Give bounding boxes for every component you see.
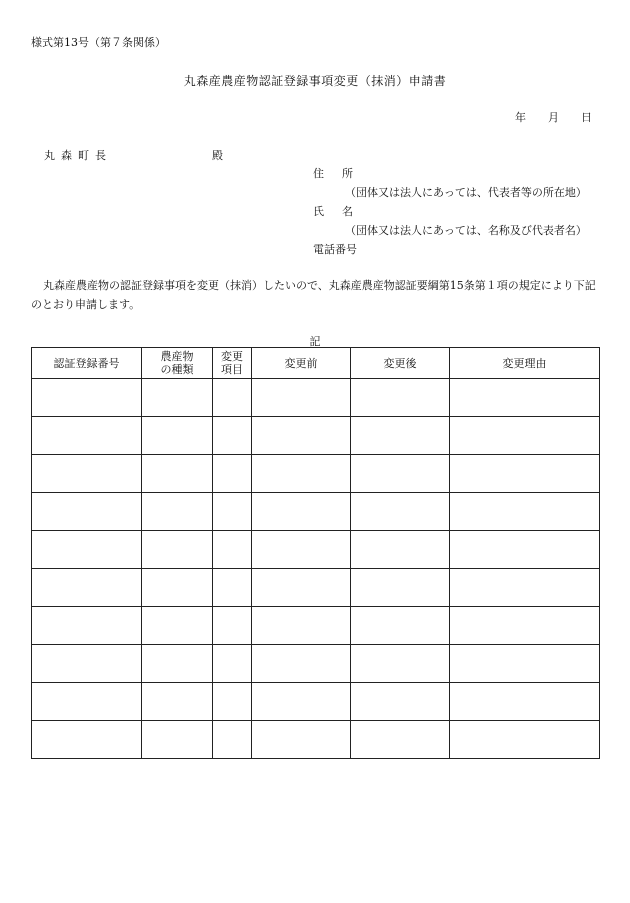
cell-before[interactable]: [252, 569, 351, 607]
cell-crop-type[interactable]: [142, 493, 213, 531]
cell-before[interactable]: [252, 379, 351, 417]
cell-crop-type[interactable]: [142, 721, 213, 759]
cell-reason[interactable]: [450, 721, 600, 759]
cell-crop-type[interactable]: [142, 417, 213, 455]
form-number: 様式第13号（第７条関係）: [31, 36, 166, 49]
header-crop-type-line2: の種類: [160, 363, 194, 376]
addressee-mayor: 丸森町長: [44, 149, 112, 162]
cell-reg-number[interactable]: [32, 569, 142, 607]
table-row: [32, 569, 600, 607]
cell-change-item[interactable]: [213, 645, 252, 683]
addressee: [44, 147, 223, 163]
cell-before[interactable]: [252, 607, 351, 645]
ki-heading: 記: [309, 335, 321, 348]
header-change-item-line2: 項目: [221, 363, 243, 376]
table-row: [32, 531, 600, 569]
cell-before[interactable]: [252, 531, 351, 569]
table-row: [32, 721, 600, 759]
date-day-label: 日: [581, 111, 592, 124]
applicant-address-note: （団体又は法人にあっては、代表者等の所在地）: [345, 186, 587, 199]
date-line: [515, 109, 592, 125]
header-crop-type-line1: 農産物: [160, 350, 194, 363]
table-row: [32, 645, 600, 683]
cell-change-item[interactable]: [213, 455, 252, 493]
applicant-name-label: 氏名: [313, 205, 371, 218]
cell-after[interactable]: [351, 417, 450, 455]
cell-reason[interactable]: [450, 683, 600, 721]
cell-before[interactable]: [252, 721, 351, 759]
addressee-honorific: 殿: [212, 149, 223, 162]
cell-before[interactable]: [252, 683, 351, 721]
cell-after[interactable]: [351, 683, 450, 721]
cell-reason[interactable]: [450, 379, 600, 417]
table-row: [32, 607, 600, 645]
header-change-item-line1: 変更: [221, 350, 243, 363]
cell-reg-number[interactable]: [32, 531, 142, 569]
change-table: [31, 347, 600, 759]
cell-before[interactable]: [252, 455, 351, 493]
cell-change-item[interactable]: [213, 531, 252, 569]
cell-crop-type[interactable]: [142, 531, 213, 569]
cell-reg-number[interactable]: [32, 683, 142, 721]
applicant-name-note: （団体又は法人にあっては、名称及び代表者名）: [345, 224, 587, 237]
cell-reg-number[interactable]: [32, 645, 142, 683]
cell-crop-type[interactable]: [142, 569, 213, 607]
header-reason: 変更理由: [450, 348, 600, 379]
table-row: [32, 455, 600, 493]
cell-reason[interactable]: [450, 455, 600, 493]
cell-reg-number[interactable]: [32, 607, 142, 645]
cell-crop-type[interactable]: [142, 683, 213, 721]
cell-change-item[interactable]: [213, 683, 252, 721]
table-row: [32, 493, 600, 531]
cell-crop-type[interactable]: [142, 455, 213, 493]
table-row: [32, 417, 600, 455]
header-reg-number: 認証登録番号: [32, 348, 142, 379]
header-before: 変更前: [252, 348, 351, 379]
table-body: [32, 379, 600, 759]
cell-reason[interactable]: [450, 493, 600, 531]
header-after: 変更後: [351, 348, 450, 379]
cell-change-item[interactable]: [213, 569, 252, 607]
cell-after[interactable]: [351, 379, 450, 417]
cell-change-item[interactable]: [213, 607, 252, 645]
cell-reg-number[interactable]: [32, 493, 142, 531]
document-title: 丸森産農産物認証登録事項変更（抹消）申請書: [183, 74, 447, 88]
cell-before[interactable]: [252, 645, 351, 683]
date-month-label: 月: [548, 111, 559, 124]
date-year-label: 年: [515, 111, 526, 124]
cell-crop-type[interactable]: [142, 607, 213, 645]
cell-after[interactable]: [351, 607, 450, 645]
cell-reg-number[interactable]: [32, 721, 142, 759]
cell-change-item[interactable]: [213, 721, 252, 759]
header-crop-type: [142, 348, 213, 379]
table-row: [32, 379, 600, 417]
applicant-address-label: 住所: [313, 167, 371, 180]
cell-crop-type[interactable]: [142, 645, 213, 683]
cell-after[interactable]: [351, 721, 450, 759]
cell-before[interactable]: [252, 417, 351, 455]
cell-change-item[interactable]: [213, 379, 252, 417]
cell-reason[interactable]: [450, 607, 600, 645]
cell-reg-number[interactable]: [32, 379, 142, 417]
cell-reg-number[interactable]: [32, 455, 142, 493]
cell-reason[interactable]: [450, 531, 600, 569]
application-statement: 丸森産農産物の認証登録事項を変更（抹消）したいので、丸森産農産物認証要綱第15条第１項の規定により下記のとおり申請します。: [31, 279, 596, 311]
cell-before[interactable]: [252, 493, 351, 531]
cell-change-item[interactable]: [213, 417, 252, 455]
table-header-row: [32, 348, 600, 379]
cell-after[interactable]: [351, 455, 450, 493]
table-row: [32, 683, 600, 721]
cell-reg-number[interactable]: [32, 417, 142, 455]
cell-after[interactable]: [351, 493, 450, 531]
cell-reason[interactable]: [450, 569, 600, 607]
cell-reason[interactable]: [450, 645, 600, 683]
cell-after[interactable]: [351, 531, 450, 569]
cell-after[interactable]: [351, 645, 450, 683]
cell-after[interactable]: [351, 569, 450, 607]
cell-reason[interactable]: [450, 417, 600, 455]
cell-change-item[interactable]: [213, 493, 252, 531]
header-change-item: [213, 348, 252, 379]
applicant-phone-label: 電話番号: [313, 243, 357, 256]
cell-crop-type[interactable]: [142, 379, 213, 417]
